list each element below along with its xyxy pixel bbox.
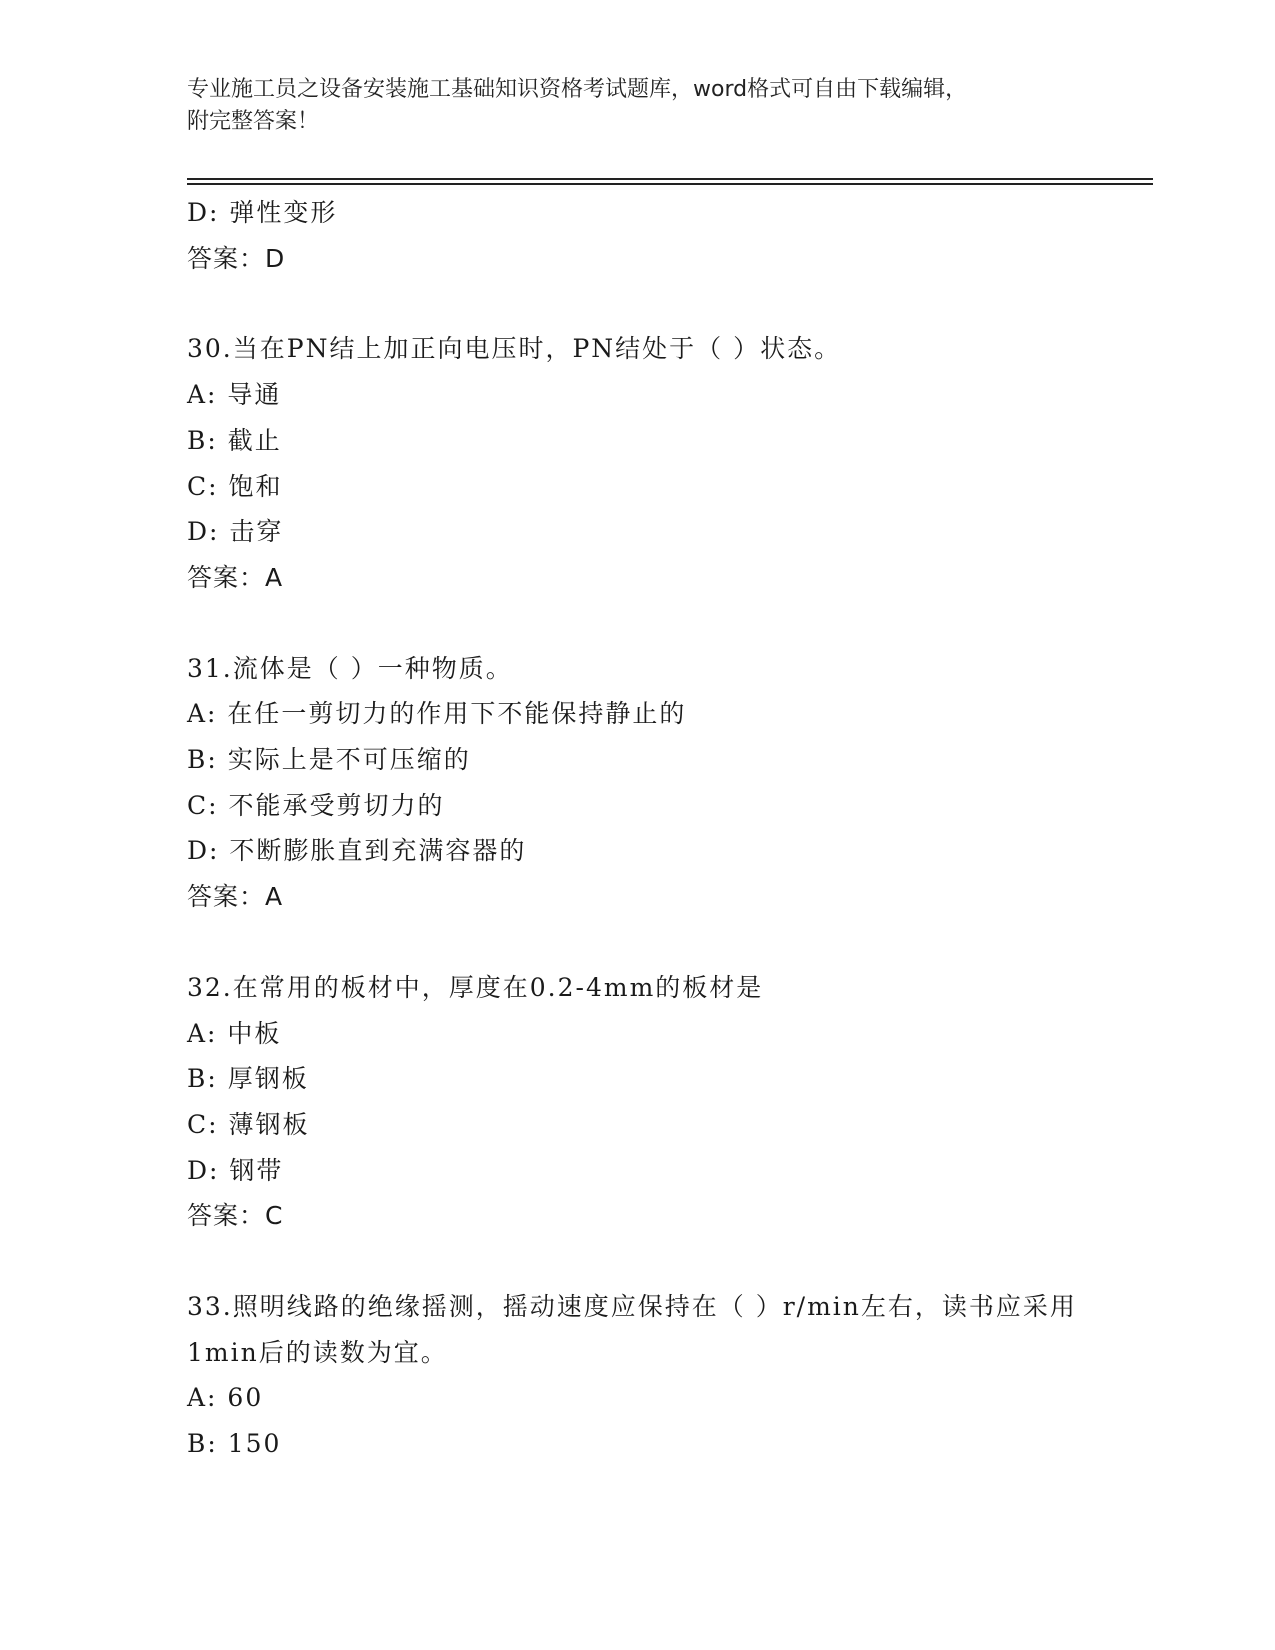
option-d: D: 弹性变形 xyxy=(187,198,338,227)
document-body xyxy=(187,190,1147,1467)
question-block-30 xyxy=(187,326,1147,600)
option-b: B: 截止 xyxy=(187,425,282,455)
answer-line: 答案：C xyxy=(187,1201,284,1231)
header-rule-bottom xyxy=(187,183,1153,185)
question-stem: 31.流体是（ ）一种物质。 xyxy=(187,653,513,683)
option-a: A: 60 xyxy=(187,1383,264,1413)
question-block-33 xyxy=(187,1284,1147,1467)
option-d: D: 不断膨胀直到充满容器的 xyxy=(187,836,527,866)
header-line-2: 附完整答案！ xyxy=(187,109,320,134)
answer-line: 答案：D xyxy=(187,243,286,273)
question-stem: 30.当在PN结上加正向电压时，PN结处于（ ）状态。 xyxy=(187,334,842,364)
option-b: B: 150 xyxy=(187,1429,282,1459)
question-stem: 32.在常用的板材中，厚度在0.2-4mm的板材是 xyxy=(187,972,764,1002)
question-stem: 33.照明线路的绝缘摇测，摇动速度应保持在（ ）r/min左右，读书应采用1min后的读数为宜。 xyxy=(187,1292,1077,1367)
document-header xyxy=(187,74,1087,138)
option-a: A: 在任一剪切力的作用下不能保持静止的 xyxy=(187,699,687,729)
question-block-31 xyxy=(187,646,1147,920)
option-a: A: 中板 xyxy=(187,1018,282,1048)
option-a: A: 导通 xyxy=(187,380,282,410)
option-c: C: 薄钢板 xyxy=(187,1109,310,1139)
option-b: B: 厚钢板 xyxy=(187,1064,309,1094)
option-c: C: 不能承受剪切力的 xyxy=(187,790,445,820)
question-block-29-tail xyxy=(187,190,1147,281)
header-line-1: 专业施工员之设备安装施工基础知识资格考试题库，word格式可自由下载编辑， xyxy=(187,77,968,102)
option-d: D: 击穿 xyxy=(187,517,284,547)
answer-line: 答案：A xyxy=(187,882,284,912)
header-rule-top xyxy=(187,178,1153,180)
option-d: D: 钢带 xyxy=(187,1155,284,1185)
answer-line: 答案：A xyxy=(187,562,284,592)
option-c: C: 饱和 xyxy=(187,471,283,501)
option-b: B: 实际上是不可压缩的 xyxy=(187,745,471,775)
question-block-32 xyxy=(187,965,1147,1239)
